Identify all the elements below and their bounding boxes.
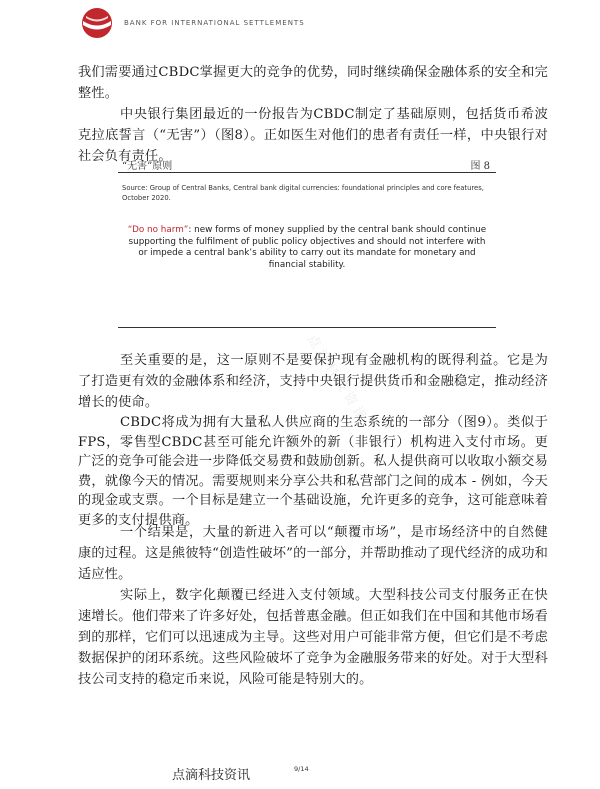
page-header [80, 6, 305, 40]
figure-title: “无害”原则 [122, 161, 173, 172]
watermark: 点滴科技资讯 [303, 332, 371, 427]
figure-label: 图 8 [470, 161, 490, 172]
org-name: BANK FOR INTERNATIONAL SETTLEMENTS [124, 19, 305, 27]
figure-quote [126, 225, 488, 271]
figure-bottom-rule [118, 327, 496, 328]
figure-source: Source: Group of Central Banks, Central bank digital currencies: foundational principles and core features, October 2020. [122, 184, 484, 202]
paragraph-3: 至关重要的是，这一原则不是要保护现有金融机构的既得利益。它是为了打造更有效的金融体系和经济，支持中央银行提供货币和金融稳定，推动经济增长的使命。 [78, 353, 548, 410]
figure-8 [118, 155, 496, 331]
page-number: 9/14 [294, 765, 309, 773]
paragraph-2: 中央银行集团最近的一份报告为CBDC制定了基础原则，包括货币希波克拉底誓言（“无害”）（图8）。正如医生对他们的患者有责任一样，中央银行对社会负有责任。 [78, 107, 548, 164]
quote-body: : new forms of money supplied by the central bank should continue supporting the fulfilment of public policy objectives and should not interfere with or impede a central bank’s ability to carry out its mandate for monetary and financial stability. [128, 225, 487, 270]
paragraph-1: 我们需要通过CBDC掌握更大的竞争的优势，同时继续确保金融体系的安全和完整性。 [78, 65, 548, 101]
footer-source: 点滴科技资讯 [172, 768, 251, 783]
paragraph-6: 实际上，数字化颠覆已经进入支付领域。大型科技公司支付服务正在快速增长。他们带来了许多好处，包括普惠金融。但正如我们在中国和其他市场看到的那样，它们可以迅速成为主导。这些对用户可能非常方便，但它们是不考虑数据保护的闭环系统。这些风险破坏了竞争为金融服务带来的好处。对于大型科技公司支持的稳定币来说，风险可能是特别大的。 [78, 588, 548, 687]
paragraph-5: 一个结果是，大量的新进入者可以“颠覆市场”，是市场经济中的自然健康的过程。这是熊彼特“创造性破坏”的一部分，并帮助推动了现代经济的成功和适应性。 [78, 525, 548, 582]
bis-logo-icon [80, 6, 114, 40]
quote-highlight: “Do no harm” [127, 225, 189, 235]
paragraph-4: CBDC将成为拥有大量私人供应商的生态系统的一部分（图9）。类似于FPS，零售型CBDC甚至可能允许额外的新（非银行）机构进入支付市场。更广泛的竞争可能会进一步降低交易费和鼓励创新。私人提供商可以收取小额交易费，就像今天的情况。需要规则来分享公共和私营部门之间的成本 - 例如，今天的现金或支票。一个目标是建立一个基础设施，允许更多的竞争，这可能意味着更多的支付提供商。 [78, 415, 548, 528]
figure-header [118, 155, 496, 173]
